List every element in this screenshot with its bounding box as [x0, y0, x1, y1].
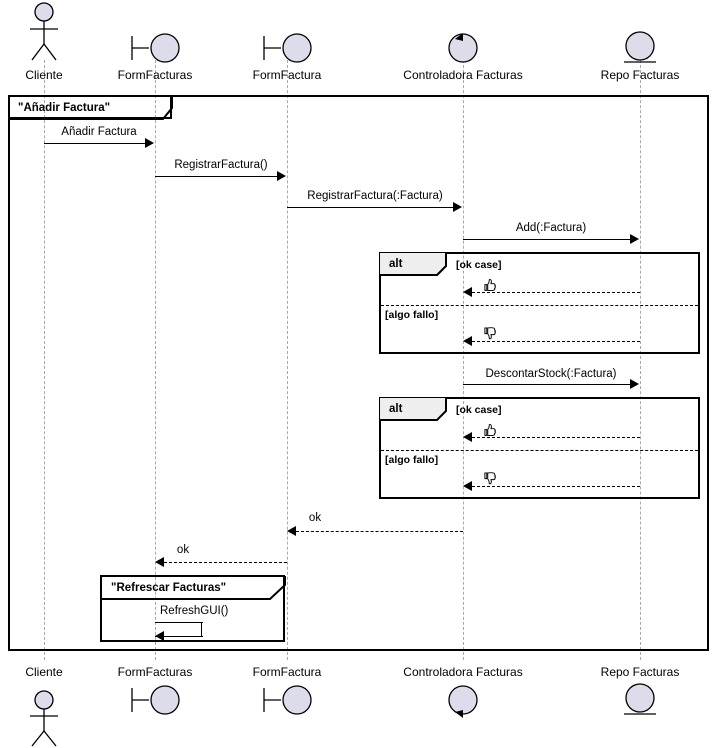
- participant-label-repo-top: Repo Facturas: [600, 68, 680, 82]
- participant-label-controladora-bottom: Controladora Facturas: [403, 665, 523, 679]
- message-label-registrarfactura-factura: RegistrarFactura(:Factura): [307, 190, 443, 202]
- participant-label-controladora-top: Controladora Facturas: [403, 68, 523, 82]
- self-arrow-top: [155, 622, 203, 623]
- message-label-descontarstock: DescontarStock(:Factura): [485, 368, 617, 380]
- arrowhead-refreshgui: [155, 631, 164, 641]
- participant-label-formfactura-bottom: FormFactura: [252, 665, 322, 679]
- participant-label-cliente-bottom: Cliente: [25, 665, 63, 679]
- message-label-add-factura: Add(:Factura): [515, 222, 587, 234]
- participant-label-formfacturas-bottom: FormFacturas: [117, 665, 193, 679]
- self-arrow-side: [201, 622, 202, 636]
- message-label-refreshgui: RefreshGUI(): [160, 605, 229, 617]
- participant-label-formfacturas-top: FormFacturas: [117, 68, 193, 82]
- message-label-anadir-factura: Añadir Factura: [61, 126, 137, 138]
- group-frame-refrescar-facturas-label: "Refrescar Facturas": [111, 582, 227, 594]
- participant-label-formfactura-top: FormFactura: [252, 68, 322, 82]
- alt-frame-2-ok-case: [ok case]: [456, 404, 502, 416]
- message-label-registrarfactura: RegistrarFactura(): [174, 159, 268, 171]
- participant-label-repo-bottom: Repo Facturas: [600, 665, 680, 679]
- alt-frame-1-label: alt: [389, 258, 403, 270]
- message-label-ok-2: ok: [176, 544, 190, 556]
- alt-frame-2-algo-fallo: [algo fallo]: [385, 454, 439, 466]
- message-label-ok-1: ok: [308, 512, 322, 524]
- alt-frame-2-label: alt: [389, 403, 403, 415]
- alt-frame-1-ok-case: [ok case]: [456, 259, 502, 271]
- group-frame-anadir-factura-label: "Añadir Factura": [18, 102, 111, 114]
- alt-frame-1-algo-fallo: [algo fallo]: [385, 309, 439, 321]
- participant-label-cliente-top: Cliente: [25, 68, 63, 82]
